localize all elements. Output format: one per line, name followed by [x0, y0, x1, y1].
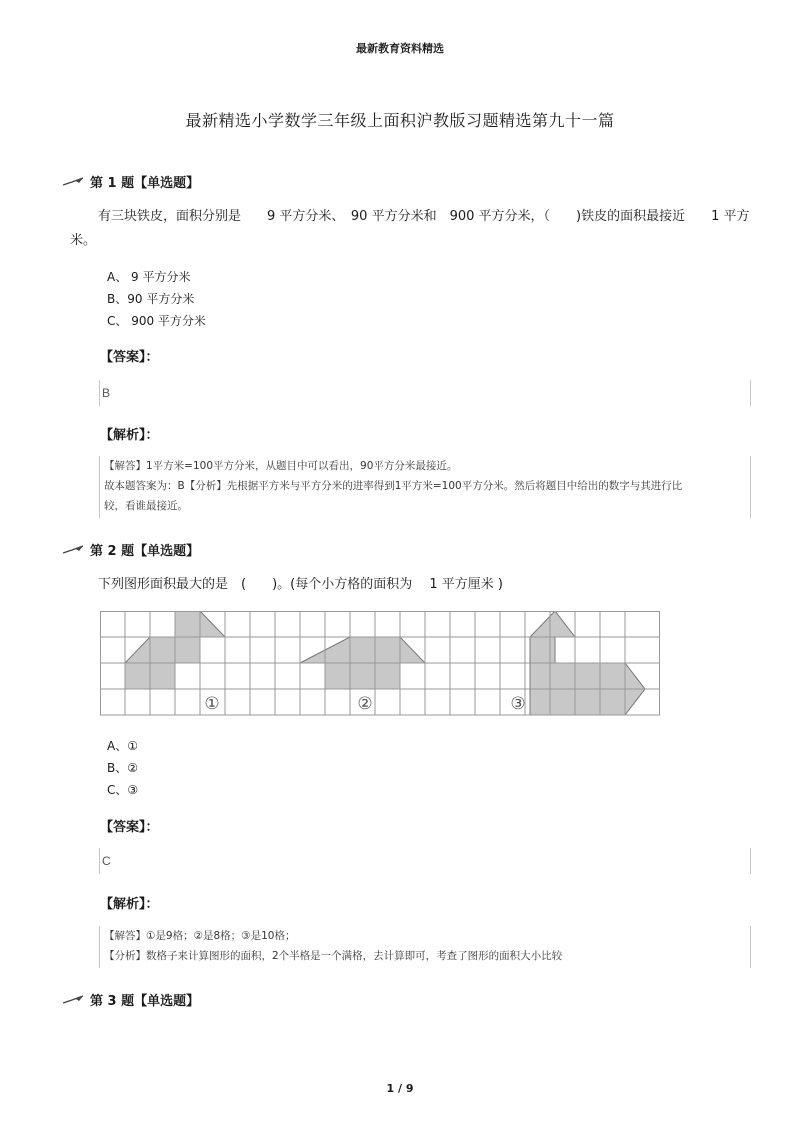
- question-heading-text: 第 3 题【单选题】: [90, 994, 200, 1009]
- figure-label-3: ③: [510, 694, 526, 714]
- analysis-line: 【解答】1平方米=100平方分米，从题目中可以看出，90平方分米最接近。: [104, 460, 458, 472]
- question-1-heading: [62, 172, 199, 191]
- option-a[interactable]: A、①: [107, 739, 138, 753]
- page-header: 最新教育资料精选: [356, 42, 444, 55]
- analysis-label: 【解析】：: [100, 428, 159, 443]
- analysis-line: 较，看谁最接近。: [104, 500, 188, 512]
- analysis-label: 【解析】：: [100, 897, 159, 912]
- question-3-heading: [62, 990, 199, 1009]
- analysis-line: 故本题答案为：B【分析】先根据平方米与平方分米的进率得到1平方米=100平方分米。然后将题目中给出的数字与其进行比: [104, 480, 683, 492]
- answer-value: B: [102, 386, 111, 400]
- analysis-line: 【分析】数格子来计算图形的面积，2个半格是一个满格，去计算即可，考查了图形的面积大小比较: [104, 950, 563, 962]
- pen-icon: [62, 177, 84, 187]
- option-c[interactable]: C、③: [107, 783, 139, 797]
- question-1-stem-line2: 米。: [70, 233, 97, 248]
- question-heading-text: 第 1 题【单选题】: [90, 176, 200, 191]
- option-c[interactable]: C、 900 平方分米: [107, 314, 206, 328]
- answer-box: [99, 848, 751, 874]
- question-2-stem: 下列图形面积最大的是 ( )。(每个小方格的面积为 1 平方厘米 ): [98, 577, 503, 592]
- pen-icon: [62, 545, 84, 555]
- analysis-box: [99, 456, 751, 518]
- option-a[interactable]: A、 9 平方分米: [107, 270, 191, 284]
- answer-label: 【答案】：: [100, 820, 159, 835]
- pen-icon: [62, 995, 84, 1005]
- question-2-heading: [62, 540, 199, 559]
- document-title: 最新精选小学数学三年级上面积沪教版习题精选第九十一篇: [185, 111, 615, 130]
- answer-value: C: [102, 854, 111, 868]
- answer-label: 【答案】：: [100, 350, 159, 365]
- analysis-line: 【解答】①是9格；②是8格；③是10格；: [104, 930, 296, 942]
- option-b[interactable]: B、②: [107, 761, 138, 775]
- page-number: 1 / 9: [386, 1082, 414, 1095]
- question-1-stem-line1: 有三块铁皮，面积分别是 9 平方分米、 90 平方分米和 900 平方分米，（ )铁皮的面积最接近 1 平方: [98, 209, 750, 224]
- option-b[interactable]: B、90 平方分米: [107, 292, 195, 306]
- question-heading-text: 第 2 题【单选题】: [90, 544, 200, 559]
- grid-figure: [100, 611, 660, 717]
- figure-label-2: ②: [357, 694, 373, 714]
- analysis-box: [99, 926, 751, 968]
- answer-box: [99, 380, 751, 406]
- figure-label-1: ①: [204, 694, 220, 714]
